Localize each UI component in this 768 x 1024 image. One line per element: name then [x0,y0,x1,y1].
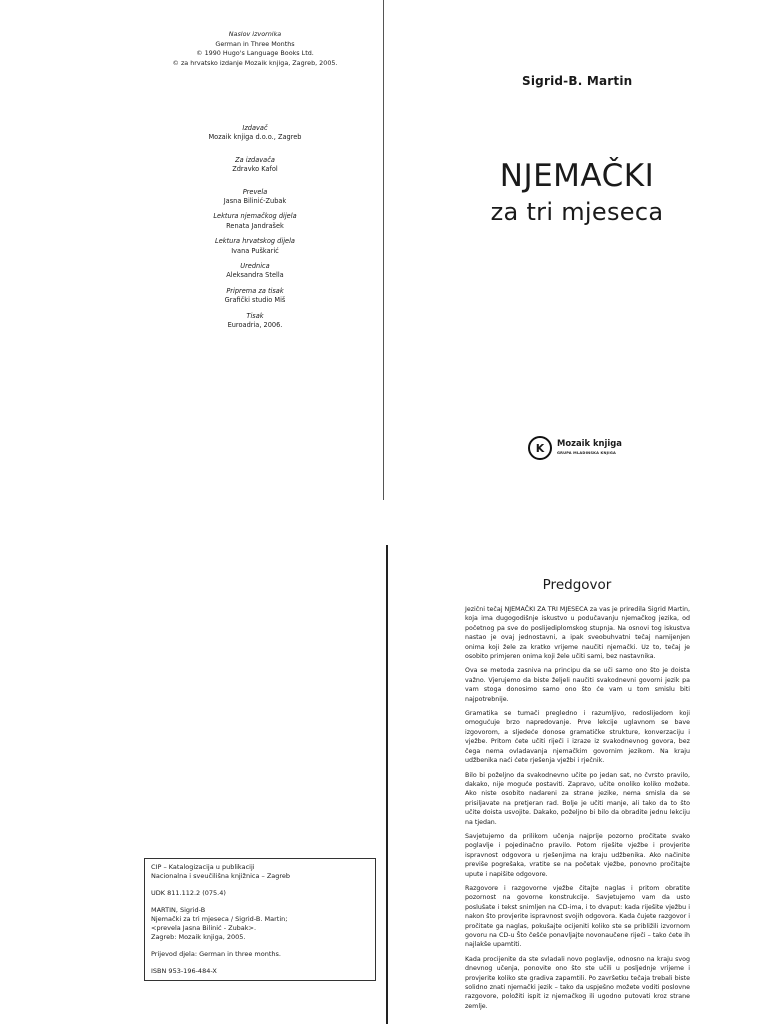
credit-name: Grafički studio Miš [224,296,286,305]
page-fold-top [383,0,384,500]
publisher-name: Mozaik knjiga [557,438,622,448]
credit-role: Za izdavača [235,155,275,164]
credit-group [130,212,380,231]
cip-record [151,906,369,942]
cip-record-box [144,858,376,981]
preface-body [465,605,690,1016]
credit-role: Izdavač [242,124,268,132]
credit-group [130,156,380,175]
credit-role: Urednica [240,262,270,271]
preface-paragraph: Gramatika se tumači pregledno i razumljivo, redoslijedom koji omogućuje brzo napredovanje. Prve lekcije uglavnom se bave izgovorom, a sljedeće donose gramatičke strukture, konverzaciju i vježbe. Pritom ćete učiti riječi i izraze iz svakodnevnog govora, bez čega nema ovladavanja njemačkim govornim jezikom. Na kraju udžbenika naći ćete rješenja vježbi i rječnik. [465,710,690,765]
cip-record-line: Njemački za tri mjeseca / Sigrid-B. Martin; [151,915,288,923]
credit-name: Mozaik knjiga d.o.o., Zagreb [208,133,302,142]
credit-group [130,312,380,331]
credit-group [130,237,380,256]
cip-record-line: Zagreb: Mozaik knjiga, 2005. [151,933,246,941]
book-title: NJEMAČKI [499,158,655,194]
original-title-label: Naslov izvornika [228,30,282,38]
original-edition-info [130,30,380,68]
page-fold-bottom [386,545,388,1024]
croatian-edition-copyright: © za hrvatsko izdanje Mozaik knjiga, Zagreb, 2005. [172,58,338,67]
preface-paragraph: Kada procijenite da ste svladali novo poglavlje, odnosno na kraju svog dnevnog učenja, ponovite ono što ste učili u posljednje vrijeme i provjerite koliko ste gradiva zapamtili. Po završetku tečaja trebali biste solidno znati njemački jezik – tako da uspješno možete voditi poslovne razgovore, položiti ispit iz njemačkog ili ugodno putovati kroz strane zemlje. [465,955,690,1010]
credit-role: Lektura hrvatskog dijela [215,237,295,246]
credit-role: Lektura njemačkog dijela [213,212,297,221]
cip-header-line: CIP – Katalogizacija u publikaciji [151,863,255,871]
original-copyright: © 1990 Hugo's Language Books Ltd. [196,49,314,58]
cip-record-line: <prevela Jasna Bilinić - Zubak>. [151,924,257,932]
preface-paragraph: Savjetujemo da prilikom učenja najprije pozorno pročitate svako poglavlje i pojedinačno pravilo. Potom riješite vježbe i provjerite ispravnost odgovora u rješenjima na kraju udžbenika. Ako načinite previše pogrešaka, vratite se na početak vježbe, ponovno pročitajte upute i napišite odgovore. [465,832,690,878]
preface-paragraph: Razgovore i razgovorne vježbe čitajte naglas i pritom obratite pozornost na govorne konstrukcije. Savjetujemo vam da usto poslušate i tekst snimljen na CD-ima, i to dvaput: kada riješite vježbu i nakon što provjerite ispravnost svojih odgovora. Kada čujete razgovor i pročitate ga naglas, pokušajte ocijeniti koliko ste se približili izvornom govoru na CD-u Što češće ponavljajte novonaučene riječi – tako ćete ih najlakše upamtiti. [465,884,690,949]
original-title: German in Three Months [215,39,295,48]
preface-title: Predgovor [542,577,612,593]
credit-role: Tisak [246,311,264,320]
cip-translation: Prijevod djela: German in three months. [151,950,281,958]
credit-name: Zdravko Kafol [232,165,278,174]
credit-name: Ivana Puškarić [231,246,279,255]
cip-udk: UDK 811.112.2 (075.4) [151,889,226,897]
cip-record-line: MARTIN, Sigrid-B [151,906,206,914]
mozaik-logo-icon: K [528,436,552,460]
cip-header-line: Nacionalna i sveučilišna knjižnica – Zagreb [151,872,291,880]
credit-group [130,262,380,281]
publisher-group: GRUPA MLADINSKA KNJIGA [557,451,616,455]
cip-header [151,863,369,881]
cip-isbn: ISBN 953-196-484-X [151,967,217,975]
credit-group [130,188,380,207]
credit-name: Jasna Bilinić-Zubak [223,197,287,206]
credit-name: Aleksandra Stella [226,271,284,280]
publisher-logo [528,434,622,462]
credit-group [130,287,380,306]
book-subtitle: za tri mjeseca [490,198,664,226]
credit-name: Euroadria, 2006. [227,321,283,330]
credit-group [130,124,380,143]
credit-role: Priprema za tisak [226,286,284,295]
author-name: Sigrid-B. Martin [522,74,633,88]
credits-list [130,124,380,344]
preface-paragraph: Bilo bi poželjno da svakodnevno učite po jedan sat, no čvrsto pravilo, dakako, nije moguće postaviti. Zapravo, učite onoliko koliko možete. Ako niste osobito nadareni za strane jezike, nema smisla da se prisiljavate na pretjeran rad. Bolje je učiti manje, ali tako da to što učite doista usvojite. Dakako, poželjno bi bilo da obradite jednu lekciju na tjedan. [465,771,690,826]
preface-paragraph: Jezični tečaj NJEMAČKI ZA TRI MJESECA za vas je priredila Sigrid Martin, koja ima dugogodišnje iskustvo u podučavanju njemačkog jezika, od početnog pa sve do poslijediplomskog stupnja. Na osnovi tog iskustva nastao je ovaj jednostavni, a ipak sveobuhvatni tečaj namijenjen onima koji žele za kratko vrijeme naučiti njemački. Uz to, tečaj je osobito primjeren onima koji žele učiti sami, bez nastavnika. [465,606,690,661]
credit-name: Renata Jandrašek [226,221,284,230]
credit-role: Prevela [242,187,268,196]
preface-paragraph: Ova se metoda zasniva na principu da se uči samo ono što je doista važno. Vjerujemo da biste željeli naučiti svakodnevni govorni jezik pa vam stoga donosimo samo ono što će vam u tom smislu biti najpotrebnije. [465,667,690,703]
